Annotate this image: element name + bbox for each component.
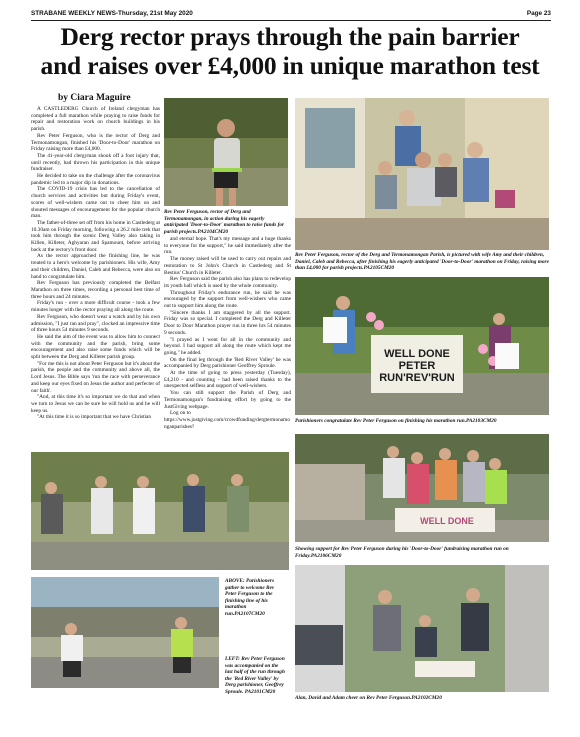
article-paragraph: Rev Ferguson, who doesn't wear a watch and by his own admission, "I just ran and pray", clocked an impressive time of three hours 54 minutes 9 seconds. (31, 313, 160, 334)
article-paragraph: The COVID-19 crisis has led to the cancellation of church services and activities but during Friday's event, scores of well-wishers came out to cheer him on and shouted messages of encouragement for the popular church man. (31, 186, 160, 220)
article-paragraph: Friday's run - over a more difficult course - took a few minutes longer with the rector praying all along the route. (31, 300, 160, 314)
headline-line-1: Derg rector prays through the pain barrier (60, 22, 520, 51)
masthead (31, 8, 551, 21)
byline: by Ciara Maguire (58, 93, 131, 103)
sign-well-done-peter: WELL DONE PETER RUN'REV'RUN (379, 348, 455, 384)
article-paragraph: "At this time it is so important that we have Christian (37, 414, 152, 421)
article-column-1 (31, 106, 160, 436)
photo-runners-road (31, 577, 219, 688)
article-paragraph: The 41-year-old clergyman shook off a foot injury that, until recently, had thrown his participation in this unique fundraiser. (31, 152, 160, 173)
headline (28, 22, 552, 80)
caption-support: Showing support for Rev Peter Ferguson during his 'Door-to-Door' fundraising marathon run on Friday.PA2106CM20 (295, 546, 509, 559)
article-paragraph: You can still support the Parish of Derg and Termonamongan's fundraising effort by going to the JustGiving webpage. (164, 390, 291, 410)
article-paragraph: Rev Ferguson said the parish also has plans to redevelop its youth hall which is used by the whole community. (164, 276, 291, 289)
article-paragraph: and eternal hope. That's my message and a huge thanks to everyone for the support," he said immediately after the run. (164, 236, 291, 256)
article-paragraph: The father-of-three set off from his home in Castlederg at 10.30am on Friday morning, following a 26.2 mile trek that took him through the scenic Derg Valley also taking in Killen, Killeter, Aghyaran and Spamount, before arriving back at the rectory's front door. (31, 219, 160, 253)
justgiving-link[interactable]: https://www.justgiving.com/crowdfunding/dergtermonamonganparishes? (164, 416, 291, 430)
caption-left: LEFT: Rev Peter Ferguson was accompanied on the last half of the run through the 'Red River Valley' by Derg parishioner, Geoffrey Sproule. PA2101CM20 (225, 656, 285, 695)
caption-parishioners: Parishioners congratulate Rev Peter Ferguson on finishing his marathon run.PA2103CM20 (295, 418, 497, 424)
photo-alan-david-adam (295, 565, 549, 692)
article-paragraph: Rev Ferguson has previously completed the Belfast Marathon on three times, recording a personal best time of three hours and 24 minutes. (31, 280, 160, 300)
caption-alan: Alan, David and Adam cheer on Rev Peter Ferguson.PA2102CM20 (295, 695, 442, 701)
photo-crowd (31, 452, 289, 570)
article-paragraph: He decided to take on the challenge after the coronavirus pandemic led to a major dip in donations. (31, 173, 160, 186)
article-paragraph: Rev Peter Ferguson, who is the rector of Derg and Termonamongan, finished his 'Door-to-Door' marathon on Friday raising more than £4,000. (31, 132, 160, 153)
article-link-lead: Log on to (170, 410, 191, 417)
sign-well-done: WELL DONE (420, 516, 474, 526)
masthead-publication: STRABANE WEEKLY NEWS-Thursday, 21st May 2020 (31, 10, 193, 17)
headline-line-2: and raises over £4,000 in unique marathon test (40, 51, 540, 80)
article-paragraph: "For me this is not about Peter Ferguson but it's about the parish, the people and the community and above all, the Lord Jesus. The Bible says 'run the race with perseverance and keep our eyes fixed on Jesus the author and perfecter of our faith'. (31, 360, 160, 394)
caption-family: Rev Peter Ferguson, rector of the Derg and Termonamongan Parish, is pictured with wife Amy and their children, Daniel, Caleb and Rebecca, after finishing his eagerly anticipated 'Door-to-Door' marathon on Friday, raising more than £4,000 for parish projects.PA2105CM20 (295, 252, 549, 271)
article-paragraph: Throughout Friday's endurance run, he said he was encouraged by the support from well-wishers who came out to support him along the route. (164, 289, 291, 310)
photo-family (295, 98, 549, 250)
article-paragraph: He said the aim of the event was to allow him to connect with the community and the parish, bring some encouragement and also raise some funds which will be split between the Derg and Killeter parish group. (31, 333, 160, 361)
photo-runner (164, 98, 288, 206)
article-paragraph: A CASTLEDERG Church of Ireland clergyman has completed a full marathon while praying to raise funds for repair and restoration work on church buildings in his parish. (31, 106, 160, 133)
article-paragraph: "And, at this time it's so important we do that and when we turn to Jesus we can be sure he will hold us and he will keep us. (31, 394, 160, 414)
caption-runner: Rev Peter Ferguson, rector of Derg and Termonamongan, in action during his eagerly anticipated 'Door-to-Door' marathon to raise funds for parish projects.PA2104CM20 (164, 209, 285, 235)
caption-above: ABOVE: Parishioners gather to welcome Rev Peter Ferguson to the finishing line of his marathon run.PA2107CM20 (225, 578, 275, 617)
article-paragraph: "I prayed as I went for all in the community and beyond. I had support all along the route which kept me going," he added. (164, 336, 291, 356)
article-column-2 (164, 236, 291, 451)
article-paragraph: "Sincere thanks I am staggered by all the support. Friday was so special. I completed the Derg and Killeter Door to Door Marathon prayer run in three hrs 54 minutes 9 seconds. (164, 309, 291, 336)
article-paragraph: As the rector approached the finishing line, he was treated to a hero's welcome by parishioners. His wife, Amy and their children, Daniel, Caleb and Rebecca, were also on hand to congratulate him. (31, 253, 160, 280)
article-paragraph: The money raised will be used to carry out repairs and restoration to St John's Church in Castlederg and St Bestius' Church in Killeter. (164, 256, 291, 276)
page-number: Page 23 (526, 10, 551, 17)
article-paragraph: At the time of going to press yesterday (Tuesday), £4,210 - and counting - had been raised thanks to the unexpected selfless and support of well-wishers. (164, 370, 291, 390)
article-paragraph: On the final leg through the 'Red River Valley' he was accompanied by Derg parishioner Geoffrey Sproule. (164, 356, 291, 370)
